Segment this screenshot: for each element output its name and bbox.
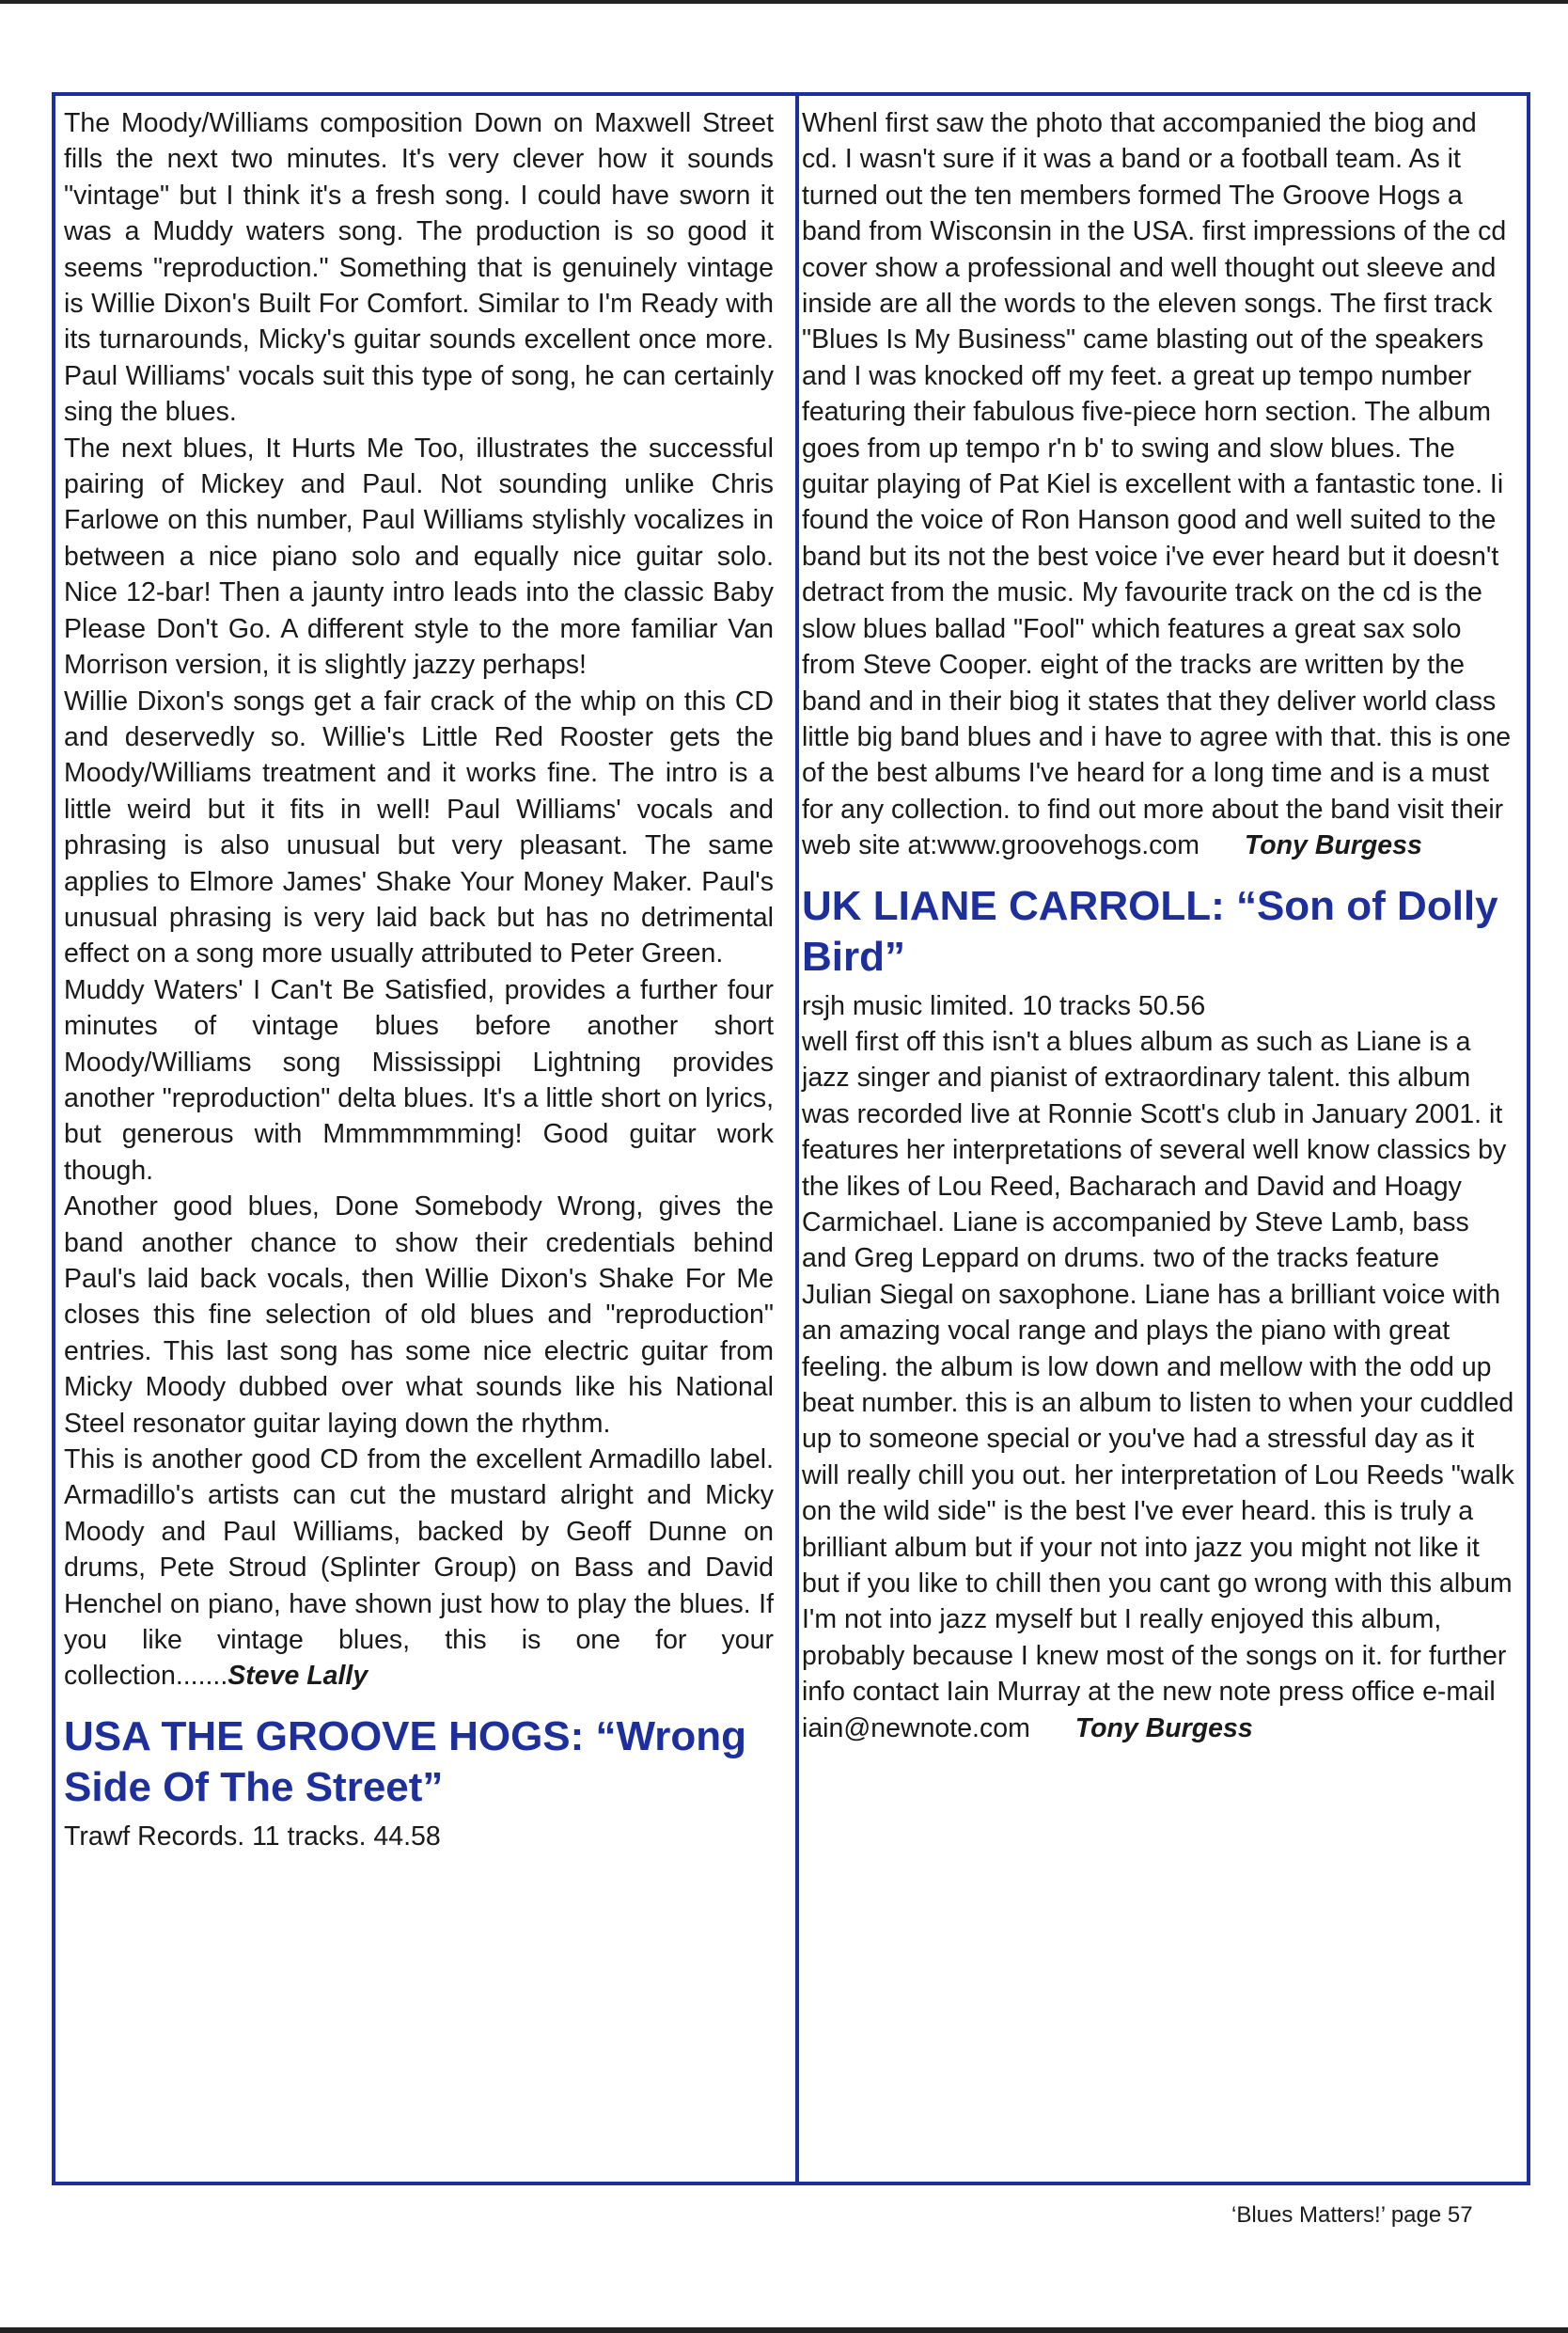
bottom-rule: [0, 2327, 1568, 2333]
paragraph: [802, 105, 1516, 864]
review-heading: USA THE GROOVE HOGS: “Wrong Side Of The Street”: [64, 1712, 747, 1810]
paragraph: [64, 1442, 774, 1695]
paragraph-text: This is another good CD from the excellent Armadillo label. Armadillo's artists can cut the mustard alright and Micky Moody and Paul Williams, backed by Geoff Dunne on drums, Pete Stroud (Splinter Group) on Bass and David Henchel on piano, have shown just how to play the blues. If you like vintage blues, this is one for your collection.......: [64, 1444, 774, 1692]
paragraph: [802, 1024, 1516, 1746]
paragraph: Muddy Waters' I Can't Be Satisfied, provides a further four minutes of vintage blues before another short Moody/Williams song Mississippi Lightning provides another "reproduction" delta blues. It's a little short on lyrics, but generous with Mmmmmmming! Good guitar work though.: [64, 974, 774, 1186]
review-heading: UK LIANE CARROLL: “Son of Dolly Bird”: [802, 882, 1498, 980]
paragraph: The Moody/Williams composition Down on Maxwell Street fills the next two minutes. It's very clever how it sounds "vintage" but I think it's a fresh song. I could have sworn it was a Muddy waters song. The production is so good it seems "reproduction." Something that is genuinely vintage is Willie Dixon's Built For Comfort. Similar to I'm Ready with its turnarounds, Micky's guitar sounds excellent once more. Paul Williams' vocals suit this type of song, he can certainly sing the blues.: [64, 108, 774, 428]
release-info: rsjh music limited. 10 tracks 50.56: [802, 990, 1206, 1021]
column-divider: [795, 92, 799, 2185]
reviewer-signature: Steve Lally: [227, 1661, 368, 1692]
right-column: [802, 105, 1516, 1746]
paragraph: Willie Dixon's songs get a fair crack of the whip on this CD and deservedly so. Willie's Little Red Rooster gets the Moody/Williams treatment and it works fine. The intro is a little weird but it fits in well! Paul Williams' vocals and phrasing is also unusual but very pleasant. The same applies to Elmore James' Shake Your Money Maker. Paul's unusual phrasing is very laid back but has no detrimental effect on a song more usually attributed to Peter Green.: [64, 686, 774, 969]
paragraph-text: well first off this isn't a blues album as such as Liane is a jazz singer and pianist of extraordinary talent. this album was recorded live at Ronnie Scott's club in January 2001. it features her interpretations of several well know classics by the likes of Lou Reed, Bacharach and David and Hoagy Carmichael. Liane is accompanied by Steve Lamb, bass and Greg Leppard on drums. two of the tracks feature Julian Siegal on saxophone. Liane has a brilliant voice with an amazing vocal range and plays the piano with great feeling. the album is low down and mellow with the odd up beat number. this is an album to listen to when your cuddled up to someone special or you've had a stressful day as it will really chill you out. her interpretation of Lou Reeds "walk on the wild side" is the best I've ever heard. this is truly a brilliant album but if your not into jazz you might not like it but if you like to chill then you cant go wrong with this album I'm not into jazz myself but I really enjoyed this album, probably because I knew most of the songs on it. for further info contact Iain Murray at the new note press office e-mail iain@newnote.com: [802, 1026, 1514, 1743]
reviewer-signature: Tony Burgess: [1244, 830, 1422, 861]
reviewer-signature: Tony Burgess: [1074, 1712, 1253, 1743]
left-column: [64, 105, 774, 1854]
page-footer: ‘Blues Matters!’ page 57: [1231, 2202, 1473, 2228]
paragraph-text: Whenl first saw the photo that accompanied the biog and cd. I wasn't sure if it was a band or a football team. As it turned out the ten members formed The Groove Hogs a band from Wisconsin in the USA. first impressions of the cd cover show a professional and well thought out sleeve and inside are all the words to the eleven songs. The first track "Blues Is My Business" came blasting out of the speakers and I was knocked off my feet. a great up tempo number featuring their fabulous five-piece horn section. The album goes from up tempo r'n b' to swing and slow blues. The guitar playing of Pat Kiel is excellent with a fantastic tone. Ii found the voice of Ron Hanson good and well suited to the band but its not the best voice i've ever heard but it doesn't detract from the music. My favourite track on the cd is the slow blues ballad "Fool" which features a great sax solo from Steve Cooper. eight of the tracks are written by the band and in their biog it states that they deliver world class little big band blues and i have to agree with that. this is one of the best albums I've heard for a long time and is a must for any collection. to find out more about the band visit their web site at:www.groovehogs.com: [802, 108, 1512, 861]
top-rule: [0, 0, 1568, 4]
release-info: Trawf Records. 11 tracks. 44.58: [64, 1821, 441, 1852]
paragraph: The next blues, It Hurts Me Too, illustrates the successful pairing of Mickey and Paul. Not sounding unlike Chris Farlowe on this number, Paul Williams stylishly vocalizes in between a nice piano solo and equally nice guitar solo. Nice 12-bar! Then a jaunty intro leads into the classic Baby Please Don't Go. A different style to the more familiar Van Morrison version, it is slightly jazzy perhaps!: [64, 433, 774, 681]
paragraph: Another good blues, Done Somebody Wrong, gives the band another chance to show their credentials behind Paul's laid back vocals, then Willie Dixon's Shake For Me closes this fine selection of old blues and "reproduction" entries. This last song has some nice electric guitar from Micky Moody dubbed over what sounds like his National Steel resonator guitar laying down the rhythm.: [64, 1191, 774, 1439]
